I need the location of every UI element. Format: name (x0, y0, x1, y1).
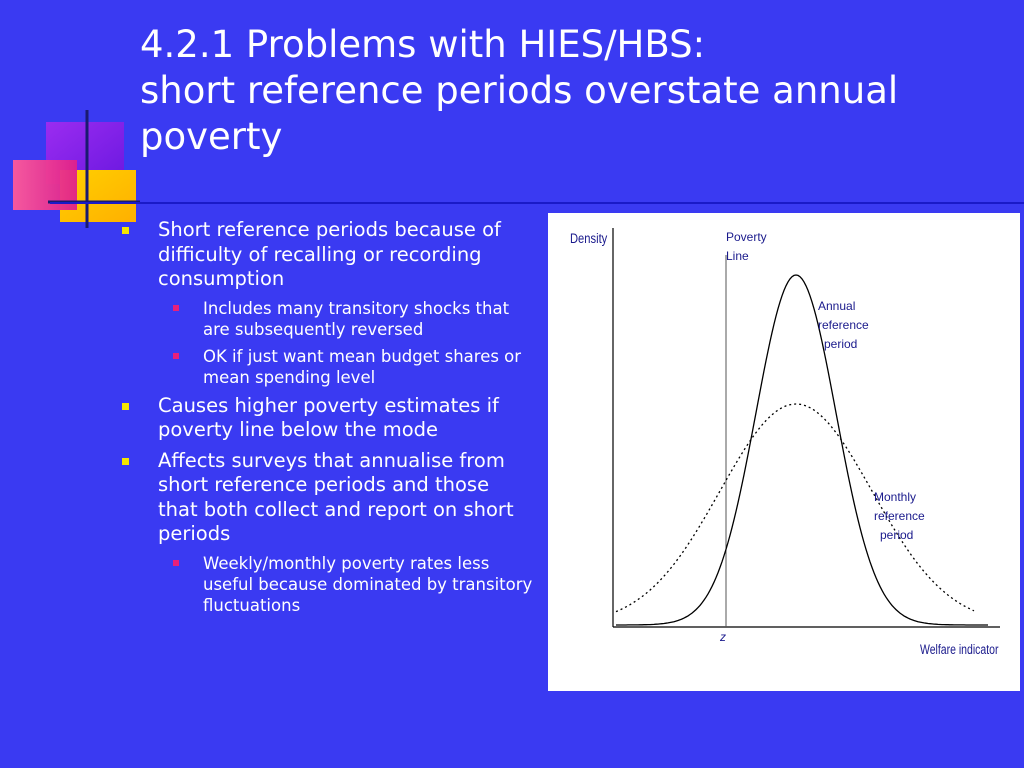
poverty-line-label: Line (726, 249, 749, 263)
sub-bullet-text: OK if just want mean budget shares or mean spending level (203, 346, 522, 387)
sub-bullet-marker (173, 560, 179, 566)
sub-bullet-text: Weekly/monthly poverty rates less useful because dominated by transitory fluctuations (203, 553, 533, 615)
title-line-2: short reference periods overstate annual (140, 69, 899, 112)
sub-bullet-list (158, 298, 533, 388)
decorative-squares (0, 0, 140, 240)
x-axis-label: Welfare indicator (920, 641, 999, 658)
monthly-curve-label: period (880, 528, 914, 542)
annual-curve-label: Annual (818, 299, 856, 313)
sub-bullet-list (158, 553, 533, 616)
sub-bullet-marker (173, 353, 179, 359)
monthly-curve-label: Monthly (874, 490, 917, 504)
title-line-3: poverty (140, 115, 283, 158)
annual-density-curve (616, 275, 988, 625)
bullet-list (118, 218, 533, 622)
bullet-text: Causes higher poverty estimates if poverty line below the mode (158, 393, 499, 441)
sub-bullet-item (158, 346, 533, 388)
poverty-line-tick-label: z (720, 630, 726, 644)
y-axis-label: Density (570, 230, 608, 247)
bullet-item (118, 394, 533, 443)
poverty-line-label: Poverty (726, 230, 767, 244)
bullet-item (118, 449, 533, 616)
monthly-curve-label: reference (874, 509, 925, 523)
bullet-marker (122, 458, 129, 465)
density-diagram (548, 213, 1020, 691)
sub-bullet-marker (173, 305, 179, 311)
sub-bullet-item (158, 553, 533, 616)
density-diagram-svg (548, 213, 1020, 691)
bullet-text: Short reference periods because of difficulty of recalling or recording consumption (158, 218, 501, 290)
bullet-item (118, 218, 533, 388)
slide-title (140, 22, 1010, 160)
title-line-1: 4.2.1 Problems with HIES/HBS: (140, 23, 706, 66)
sub-bullet-text: Includes many transitory shocks that are subsequently reversed (203, 298, 510, 339)
title-divider (50, 202, 1024, 204)
annual-curve-label: reference (818, 318, 869, 332)
bullet-marker (122, 227, 129, 234)
monthly-density-curve (616, 404, 974, 612)
bullet-text: Affects surveys that annualise from short reference periods and those that both collect and report on short periods (158, 448, 514, 545)
annual-curve-label: period (824, 337, 858, 351)
bullet-marker (122, 403, 129, 410)
sub-bullet-item (158, 298, 533, 340)
